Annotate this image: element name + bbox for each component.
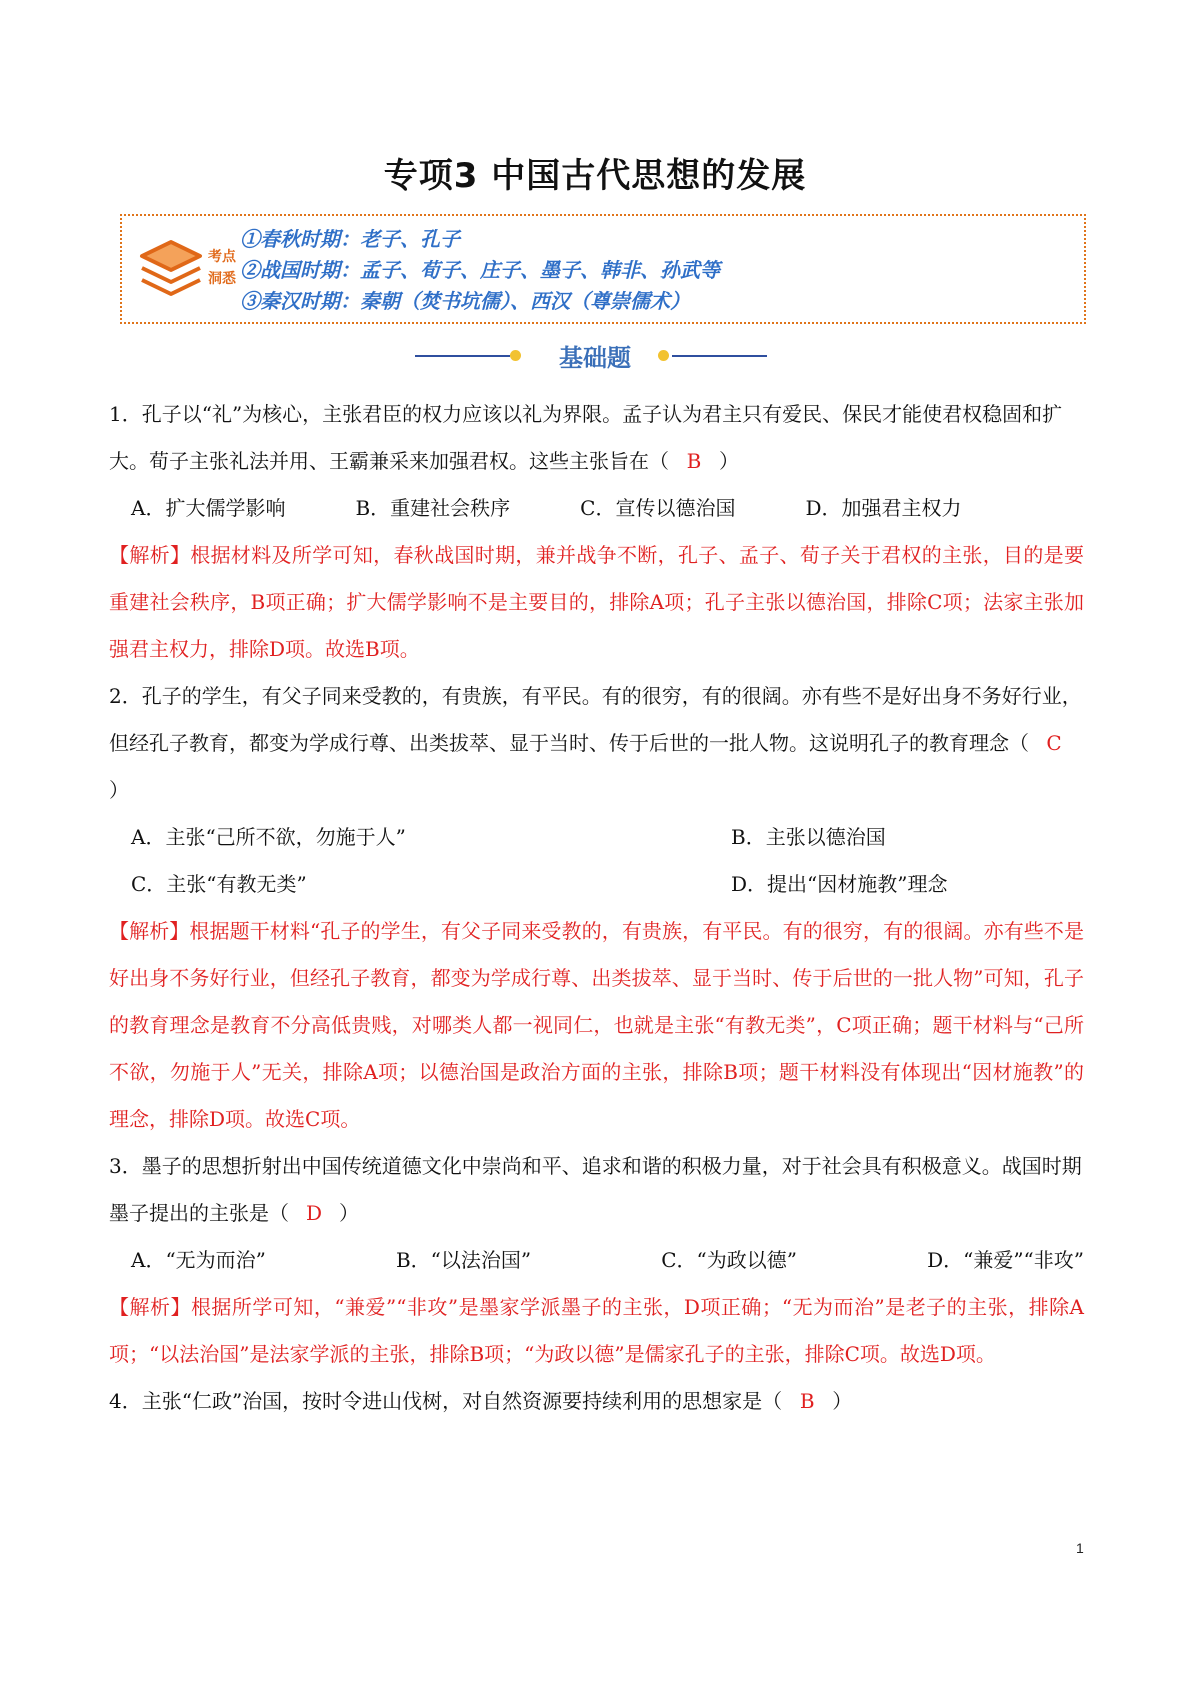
page-title: 专项3 中国古代思想的发展 bbox=[383, 156, 807, 196]
options-row bbox=[109, 1237, 1084, 1284]
question-stem: 4．主张“仁政”治国，按时令进山伐树，对自然资源要持续利用的思想家是（ B ） bbox=[109, 1378, 1084, 1425]
options-row bbox=[109, 485, 1084, 532]
section-label: 基础题 bbox=[559, 344, 631, 372]
option-b: B．重建社会秩序 bbox=[355, 496, 511, 520]
option-d: D．“兼爱”“非攻” bbox=[927, 1248, 1084, 1272]
stacked-layers-icon bbox=[136, 236, 206, 306]
question-1 bbox=[109, 391, 1084, 673]
analysis-tag: 【解析】 bbox=[109, 543, 191, 567]
question-stem: 1．孔子以“礼”为核心，主张君臣的权力应该以礼为界限。孟子认为君主只有爱民、保民才能使君权稳固和扩大。荀子主张礼法并用、王霸兼采来加强君权。这些主张旨在（ B ） bbox=[109, 391, 1084, 485]
option-c: C．主张“有教无类” bbox=[131, 872, 307, 896]
answer-mark: B bbox=[799, 1389, 815, 1413]
answer-mark: D bbox=[305, 1201, 323, 1225]
options-grid bbox=[109, 814, 1084, 908]
key-points-tag: 考点洞悉 bbox=[208, 249, 236, 287]
answer-mark: C bbox=[1046, 731, 1062, 755]
option-d: D．提出“因材施教”理念 bbox=[731, 872, 948, 896]
option-c: C．宣传以德治国 bbox=[580, 496, 736, 520]
question-3 bbox=[109, 1143, 1084, 1378]
answer-mark: B bbox=[686, 449, 702, 473]
section-dot-left-icon bbox=[510, 350, 521, 361]
option-d: D．加强君主权力 bbox=[805, 496, 962, 520]
analysis-tag: 【解析】 bbox=[109, 1295, 191, 1319]
option-a: A．主张“己所不欲，勿施于人” bbox=[131, 825, 406, 849]
option-a: A．“无为而治” bbox=[131, 1248, 266, 1272]
section-rule-right bbox=[672, 355, 767, 357]
option-c: C．“为政以德” bbox=[661, 1248, 797, 1272]
option-b: B．“以法治国” bbox=[395, 1248, 532, 1272]
key-point-spring-autumn: ①春秋时期：老子、孔子 bbox=[240, 227, 460, 251]
question-4 bbox=[109, 1378, 1084, 1425]
section-dot-right-icon bbox=[658, 350, 669, 361]
section-heading bbox=[0, 338, 1190, 374]
question-2 bbox=[109, 673, 1084, 1143]
questions-content bbox=[109, 391, 1084, 1425]
key-points-box bbox=[120, 214, 1086, 324]
analysis: 【解析】根据材料及所学可知，春秋战国时期，兼并战争不断，孔子、孟子、荀子关于君权的主张，目的是要重建社会秩序，B项正确；扩大儒学影响不是主要目的，排除A项；孔子主张以德治国，排除C项；法家主张加强君主权力，排除D项。故选B项。 bbox=[109, 543, 1085, 661]
question-stem: 3．墨子的思想折射出中国传统道德文化中崇尚和平、追求和谐的积极力量，对于社会具有积极意义。战国时期墨子提出的主张是（ D ） bbox=[109, 1143, 1084, 1237]
key-points-list bbox=[240, 224, 720, 317]
question-stem: 2．孔子的学生，有父子同来受教的，有贵族，有平民。有的很穷，有的很阔。亦有些不是好出身不务好行业，但经孔子教育，都变为学成行尊、出类拔萃、显于当时、传于后世的一批人物。这说明孔子的教育理念（ C） bbox=[109, 684, 1082, 802]
option-b: B．主张以德治国 bbox=[731, 825, 886, 849]
option-a: A．扩大儒学影响 bbox=[131, 496, 286, 520]
page-number: 1 bbox=[1076, 1540, 1084, 1556]
analysis: 【解析】根据题干材料“孔子的学生，有父子同来受教的，有贵族，有平民。有的很穷，有的很阔。亦有些不是好出身不务好行业，但经孔子教育，都变为学成行尊、出类拔萃、显于当时、传于后世的一批人物”可知，孔子的教育理念是教育不分高低贵贱，对哪类人都一视同仁，也就是主张“有教无类”，C项正确；题干材料与“己所不欲，勿施于人”无关，排除A项；以德治国是政治方面的主张，排除B项；题干材料没有体现出“因材施教”的理念，排除D项。故选C项。 bbox=[109, 919, 1084, 1131]
analysis: 【解析】根据所学可知，“兼爱”“非攻”是墨家学派墨子的主张，D项正确；“无为而治”是老子的主张，排除A项；“以法治国”是法家学派的主张，排除B项；“为政以德”是儒家孔子的主张，排除C项。故选D项。 bbox=[109, 1295, 1085, 1366]
key-point-warring-states: ②战国时期：孟子、荀子、庄子、墨子、韩非、孙武等 bbox=[240, 258, 720, 282]
analysis-tag: 【解析】 bbox=[109, 919, 190, 943]
key-point-qin-han: ③秦汉时期：秦朝（焚书坑儒）、西汉（尊崇儒术） bbox=[240, 289, 690, 313]
section-rule-left bbox=[415, 355, 510, 357]
